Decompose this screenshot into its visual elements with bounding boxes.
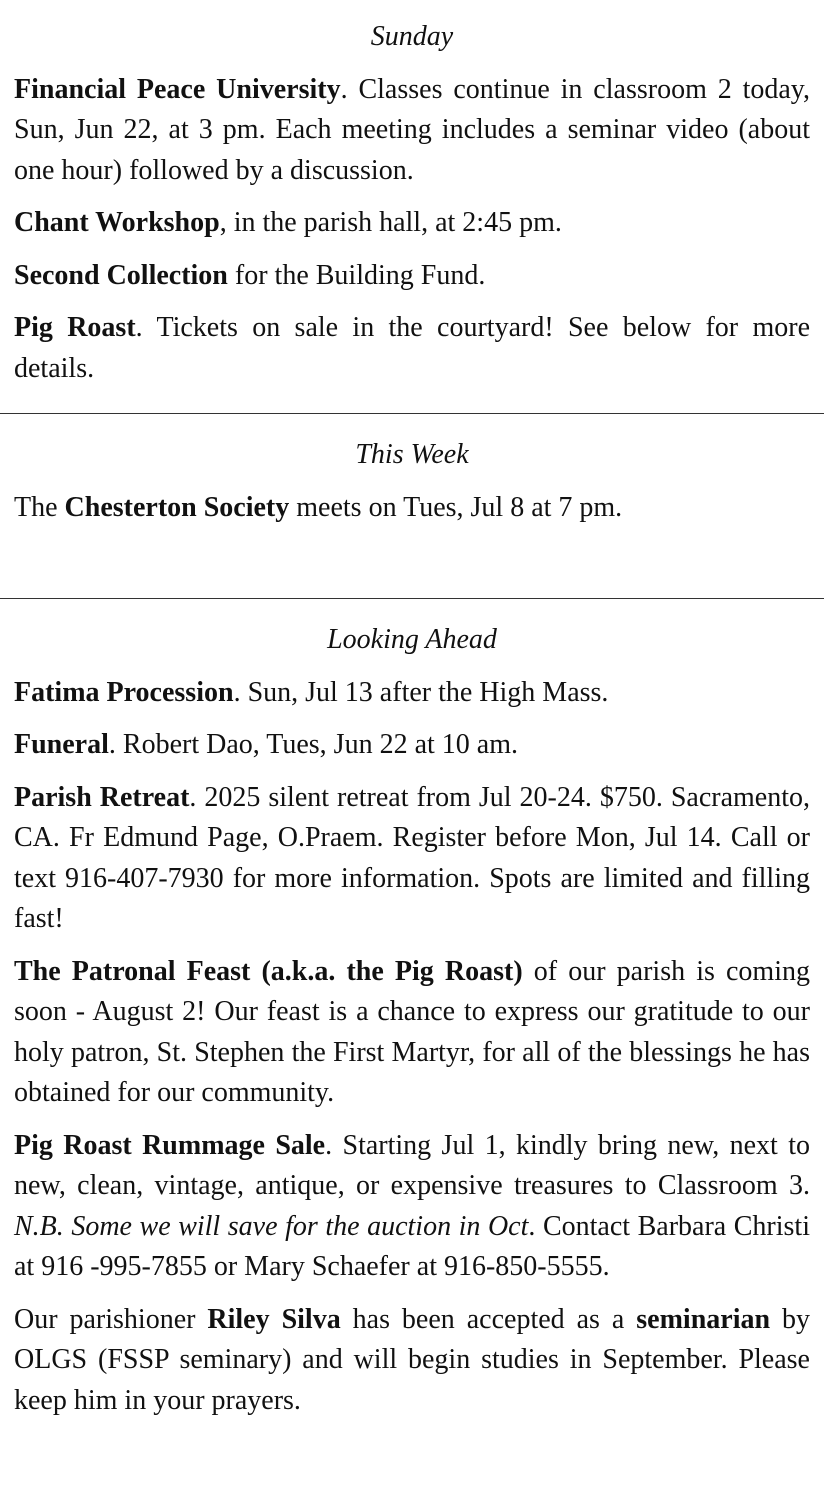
section-looking-ahead [0,599,824,1421]
announcement-funeral [14,725,810,766]
announcement-middle: has been accepted as a [340,1303,637,1335]
announcement-text-contact: . Contact Barbara Christi at 916 -995-7855 or Mary Schaefer at 916-850-5555. [14,1210,810,1282]
announcement-text: . Classes continue in classroom 2 today, Sun, Jun 22, at 3 pm. Each meeting includes a seminar video (about one hour) followed by a discussion. [14,73,810,186]
announcement-parish-retreat [14,778,810,940]
announcement-chant-workshop [14,203,810,244]
announcement-prefix: The [14,491,65,523]
section-heading-looking-ahead: Looking Ahead [327,624,497,655]
announcement-patronal-feast [14,952,810,1114]
announcement-text: meets on Tues, Jul 8 at 7 pm. [289,491,623,523]
section-sunday [0,0,824,389]
section-heading-this-week: This Week [355,439,469,470]
announcement-title: Chant Workshop [14,207,220,238]
announcement-text: , in the parish hall, at 2:45 pm. [219,207,562,238]
section-heading-sunday: Sunday [370,21,454,52]
announcement-text: by OLGS (FSSP seminary) and will begin studies in September. Please keep him in your prayers. [14,1303,810,1416]
announcement-text: . Sun, Jul 13 after the High Mass. [233,676,609,708]
announcement-note: N.B. Some we will save for the auction in Oct [14,1210,529,1242]
announcement-title: Chesterton Society [64,491,290,523]
announcement-title: Second Collection [14,259,228,291]
announcement-rummage-sale [14,1126,810,1288]
announcement-text: . 2025 silent retreat from Jul 20-24. $750. Sacramento, CA. Fr Edmund Page, O.Praem. Register before Mon, Jul 14. Call or text 916-407-7930 for more information. Spots are limited and filling fast! [14,781,810,934]
announcement-title: Financial Peace University [14,73,341,105]
announcement-text: . Robert Dao, Tues, Jun 22 at 10 am. [108,729,518,760]
announcement-title: Fatima Procession [14,676,234,708]
announcement-prefix: Our parishioner [14,1303,208,1335]
announcement-financial-peace [14,70,810,192]
announcement-fatima-procession [14,673,810,714]
announcement-text: . Starting Jul 1, kindly bring new, next to new, clean, vintage, antique, or expensive treasures to Classroom 3. [14,1129,810,1201]
announcement-title: Pig Roast Rummage Sale [14,1129,326,1161]
announcement-text: of our parish is coming soon - August 2! Our feast is a chance to express our gratitude to our holy patron, St. Stephen the First Martyr, for all of the blessings he has obtained for our community. [14,955,810,1108]
parishioner-name: Riley Silva [207,1303,341,1335]
announcement-title: Funeral [14,729,109,760]
announcement-text: for the Building Fund. [227,259,486,291]
announcement-title: The Patronal Feast (a.k.a. the Pig Roast) [14,955,523,987]
announcement-second-collection [14,256,810,297]
section-this-week [0,414,824,528]
announcement-chesterton-society [14,488,810,529]
announcement-title: Pig Roast [14,312,136,343]
announcement-title: seminarian [636,1303,771,1335]
announcement-title: Parish Retreat [14,781,190,813]
announcement-text: . Tickets on sale in the courtyard! See below for more details. [14,312,810,384]
announcement-pig-roast [14,308,810,389]
announcement-seminarian [14,1300,810,1422]
